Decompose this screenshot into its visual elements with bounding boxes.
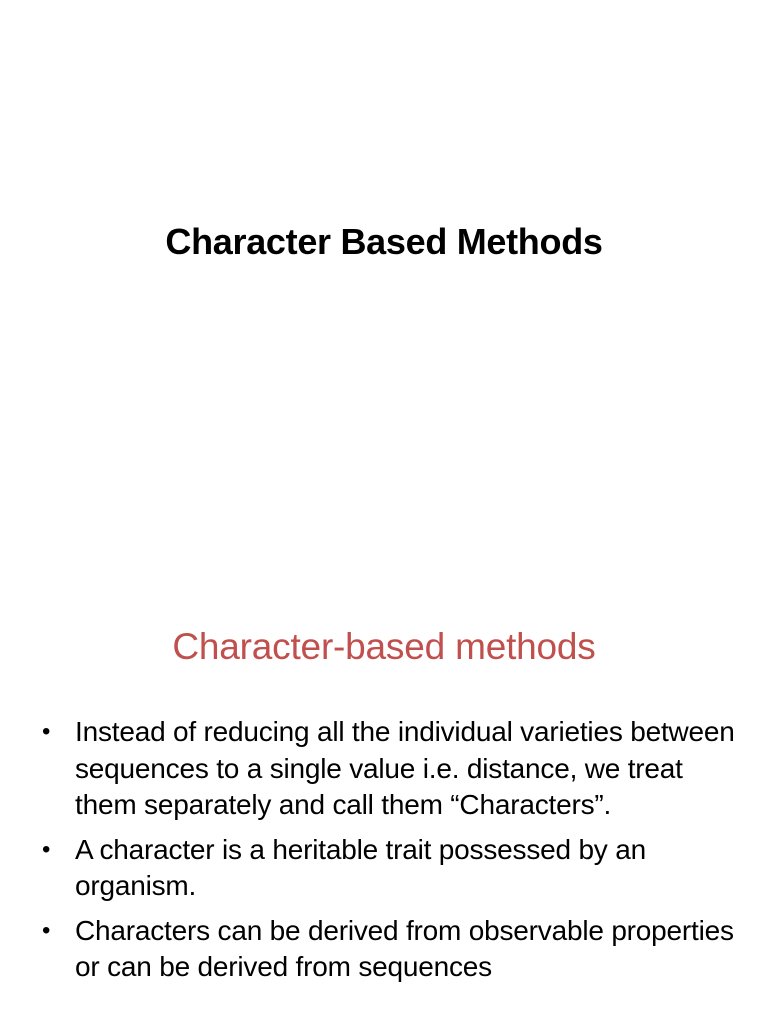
bullet-text: A character is a heritable trait possessed by an organism. (75, 833, 646, 901)
slide-1-title: Character Based Methods (165, 221, 603, 262)
slide-2 (0, 576, 768, 1024)
bullet-dot-icon: • (42, 718, 51, 745)
bullet-item (42, 832, 742, 905)
bullet-item (42, 913, 742, 986)
bullet-list (42, 714, 742, 994)
slide-2-title: Character-based methods (172, 626, 596, 667)
bullet-text: Characters can be derived from observable properties or can be derived from sequences (75, 914, 734, 982)
bullet-item (42, 714, 742, 824)
bullet-dot-icon: • (42, 916, 51, 944)
bullet-dot-icon: • (42, 835, 51, 863)
bullet-text: Instead of reducing all the individual varieties between sequences to a single value i.e. distance, we treat them separately and call them “Characters”. (75, 716, 735, 820)
